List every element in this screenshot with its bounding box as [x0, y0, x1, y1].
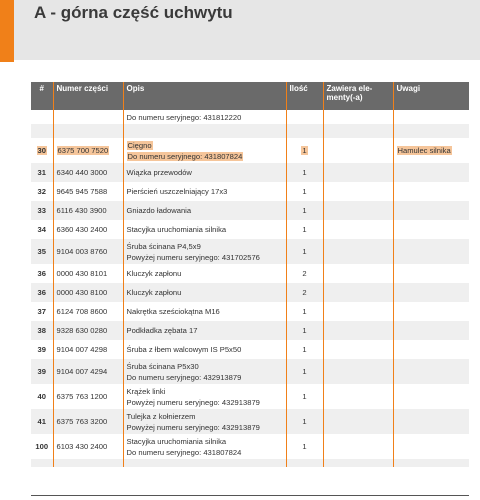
row-part-number-text: 9645 945 7588 — [56, 187, 108, 196]
row-quantity-text: 2 — [302, 288, 307, 297]
row-part-number — [53, 302, 123, 321]
row-description — [123, 201, 286, 220]
row-contains — [323, 239, 393, 264]
row-quantity — [286, 359, 323, 384]
row-notes — [393, 201, 469, 220]
row-part-number — [53, 340, 123, 359]
row-notes — [393, 384, 469, 409]
row-position — [31, 359, 53, 384]
row-quantity — [286, 163, 323, 182]
col-header-contains-label: Zawiera ele- menty(-a) — [326, 84, 373, 102]
row-position-text: 33 — [37, 206, 46, 215]
row-description-line: Kluczyk zapłonu — [126, 269, 182, 278]
row-quantity-text: 1 — [302, 417, 307, 426]
row-description — [123, 321, 286, 340]
row-contains — [323, 384, 393, 409]
col-header-description: Opis — [123, 82, 286, 110]
row-position — [31, 220, 53, 239]
table-row — [31, 384, 469, 409]
row-quantity — [286, 264, 323, 283]
row-description — [123, 264, 286, 283]
row-description — [123, 340, 286, 359]
row-contains — [323, 201, 393, 220]
row-quantity — [286, 201, 323, 220]
row-notes — [393, 340, 469, 359]
table-row-spacer — [31, 459, 469, 467]
row-part-number — [53, 163, 123, 182]
row-part-number-text: 6124 708 8600 — [56, 307, 108, 316]
row-quantity-text: 1 — [302, 345, 307, 354]
row-contains — [323, 340, 393, 359]
row-part-number — [53, 201, 123, 220]
row-notes — [393, 434, 469, 459]
row-description-line: Podkładka zębata 17 — [126, 326, 198, 335]
row-notes — [393, 359, 469, 384]
row-description: Do numeru seryjnego: 431812220 — [123, 110, 286, 124]
row-part-number-text: 6375 700 7520 — [57, 146, 109, 155]
row-position-text: 36 — [37, 269, 46, 278]
row-position-text: 36 — [37, 288, 46, 297]
row-position — [31, 163, 53, 182]
row-position-text: 37 — [37, 307, 46, 316]
row-notes — [393, 409, 469, 434]
row-quantity — [286, 384, 323, 409]
row-part-number-text: 0000 430 8100 — [56, 288, 108, 297]
row-quantity — [286, 302, 323, 321]
row-quantity — [286, 239, 323, 264]
row-description — [123, 359, 286, 384]
row-contains — [323, 302, 393, 321]
col-header-part-number: Numer części — [53, 82, 123, 110]
row-contains — [323, 321, 393, 340]
row-part-number-text: 6103 430 2400 — [56, 442, 108, 451]
row-contains — [323, 283, 393, 302]
row-quantity-text: 1 — [302, 307, 307, 316]
row-description — [123, 302, 286, 321]
row-part-number-text: 9104 003 8760 — [56, 247, 108, 256]
row-notes — [393, 264, 469, 283]
row-part-number — [53, 409, 123, 434]
table-row — [31, 201, 469, 220]
row-description-line: Śruba z łbem walcowym IS P5x50 — [126, 345, 242, 354]
row-position-text: 32 — [37, 187, 46, 196]
table-row — [31, 302, 469, 321]
row-description-line: Pierścień uszczelniający 17x3 — [126, 187, 228, 196]
row-quantity — [286, 434, 323, 459]
table-row — [31, 434, 469, 459]
row-part-number-text: 9104 007 4294 — [56, 367, 108, 376]
row-position — [31, 321, 53, 340]
row-part-number — [53, 264, 123, 283]
row-position-text: 40 — [37, 392, 46, 401]
row-part-number — [53, 434, 123, 459]
row-position-text: 41 — [37, 417, 46, 426]
row-description-line: Do numeru seryjnego: 432913879 — [126, 372, 242, 382]
row-position — [31, 409, 53, 434]
row-quantity-text: 1 — [302, 367, 307, 376]
row-description-line: Stacyjka uruchomiania silnika — [126, 436, 227, 446]
row-description-line: Powyżej numeru seryjnego: 432913879 — [126, 397, 260, 407]
row-position-text: 100 — [35, 442, 49, 451]
row-position-text: 39 — [37, 345, 46, 354]
row-description — [123, 220, 286, 239]
row-quantity-text: 1 — [302, 442, 307, 451]
row-description — [123, 409, 286, 434]
page-title: A - górna część uchwytu — [34, 3, 233, 22]
row-quantity — [286, 340, 323, 359]
row-quantity — [286, 182, 323, 201]
table-row — [31, 110, 469, 124]
row-part-number-text: 9328 630 0280 — [56, 326, 108, 335]
row-position — [31, 182, 53, 201]
row-quantity-text: 1 — [302, 168, 307, 177]
row-quantity-text: 1 — [302, 392, 307, 401]
row-part-number — [53, 239, 123, 264]
table-row — [31, 359, 469, 384]
table-header-row — [31, 82, 469, 110]
row-position — [31, 239, 53, 264]
table-row — [31, 163, 469, 182]
row-description-line: Gniazdo ładowania — [126, 206, 192, 215]
row-description-line: Nakrętka sześciokątna M16 — [126, 307, 220, 316]
row-description — [123, 182, 286, 201]
row-position-text: 35 — [37, 247, 46, 256]
row-quantity-text: 1 — [302, 247, 307, 256]
row-position — [31, 340, 53, 359]
table-row — [31, 340, 469, 359]
row-position — [31, 283, 53, 302]
row-description-line: Powyżej numeru seryjnego: 431702576 — [126, 252, 260, 262]
row-part-number-text: 6116 430 3900 — [56, 206, 107, 215]
row-contains — [323, 409, 393, 434]
row-contains — [323, 264, 393, 283]
table-row — [31, 239, 469, 264]
row-quantity-text: 1 — [302, 146, 307, 155]
row-position — [31, 201, 53, 220]
row-contains — [323, 359, 393, 384]
table-bottom-rule — [31, 495, 469, 496]
row-description — [123, 138, 286, 163]
row-description — [123, 239, 286, 264]
table-row-spacer — [31, 124, 469, 138]
col-header-contains — [323, 82, 393, 110]
col-header-quantity: Ilość — [286, 82, 323, 110]
row-contains — [323, 220, 393, 239]
row-description-line: Tulejka z kołnierzem — [126, 411, 196, 421]
row-notes — [393, 163, 469, 182]
col-header-notes: Uwagi — [393, 82, 469, 110]
row-description-line: Do numeru seryjnego: 431807824 — [127, 151, 243, 161]
row-notes-text: Hamulec silnika — [397, 146, 451, 155]
row-quantity — [286, 138, 323, 163]
row-position — [31, 384, 53, 409]
row-part-number — [53, 321, 123, 340]
row-part-number — [53, 220, 123, 239]
row-position-text: 30 — [37, 146, 46, 155]
row-description-line: Krążek linki — [126, 386, 166, 396]
row-position — [31, 302, 53, 321]
row-notes — [393, 283, 469, 302]
table-row — [31, 138, 469, 163]
row-description-line: Kluczyk zapłonu — [126, 288, 182, 297]
row-part-number — [53, 359, 123, 384]
table-row — [31, 182, 469, 201]
row-description — [123, 384, 286, 409]
row-quantity — [286, 409, 323, 434]
row-quantity-text: 1 — [302, 206, 307, 215]
row-quantity — [286, 283, 323, 302]
row-notes — [393, 220, 469, 239]
table-row — [31, 321, 469, 340]
row-part-number-text: 6340 440 3000 — [56, 168, 108, 177]
row-notes — [393, 321, 469, 340]
row-part-number-text: 6375 763 1200 — [56, 392, 108, 401]
row-contains — [323, 182, 393, 201]
table-row — [31, 283, 469, 302]
row-part-number — [53, 283, 123, 302]
row-contains — [323, 434, 393, 459]
row-part-number — [53, 138, 123, 163]
row-part-number — [53, 384, 123, 409]
row-position — [31, 264, 53, 283]
row-quantity — [286, 321, 323, 340]
row-quantity-text: 1 — [302, 326, 307, 335]
row-part-number-text: 6375 763 3200 — [56, 417, 108, 426]
row-part-number — [53, 182, 123, 201]
row-description-line: Stacyjka uruchomiania silnika — [126, 225, 227, 234]
row-description-line: Cięgno — [127, 140, 152, 150]
row-contains — [323, 138, 393, 163]
row-position-text: 31 — [37, 168, 46, 177]
row-description — [123, 283, 286, 302]
row-part-number-text: 9104 007 4298 — [56, 345, 108, 354]
row-position-text: 39 — [37, 367, 46, 376]
row-description-line: Powyżej numeru seryjnego: 432913879 — [126, 422, 260, 432]
row-notes — [393, 182, 469, 201]
row-position — [31, 434, 53, 459]
row-part-number-text: 6360 430 2400 — [56, 225, 108, 234]
col-header-pos: # — [31, 82, 53, 110]
row-position-text: 34 — [37, 225, 46, 234]
row-description — [123, 434, 286, 459]
row-quantity-text: 1 — [302, 225, 307, 234]
row-quantity — [286, 220, 323, 239]
row-notes — [393, 138, 469, 163]
row-quantity-text: 2 — [302, 269, 307, 278]
row-position-text: 38 — [37, 326, 46, 335]
table-row — [31, 409, 469, 434]
row-quantity-text: 1 — [302, 187, 307, 196]
row-description-line: Śruba ścinana P5x30 — [126, 361, 199, 371]
row-description-line: Wiązka przewodów — [126, 168, 192, 177]
table-row — [31, 264, 469, 283]
row-description — [123, 163, 286, 182]
row-contains — [323, 163, 393, 182]
parts-table — [31, 82, 469, 467]
row-description-line: Śruba ścinana P4,5x9 — [126, 241, 201, 251]
row-position — [31, 138, 53, 163]
row-description-line: Do numeru seryjnego: 431807824 — [126, 447, 242, 457]
row-notes — [393, 239, 469, 264]
row-notes — [393, 302, 469, 321]
accent-bar — [0, 0, 14, 62]
row-part-number-text: 0000 430 8101 — [56, 269, 108, 278]
table-row — [31, 220, 469, 239]
